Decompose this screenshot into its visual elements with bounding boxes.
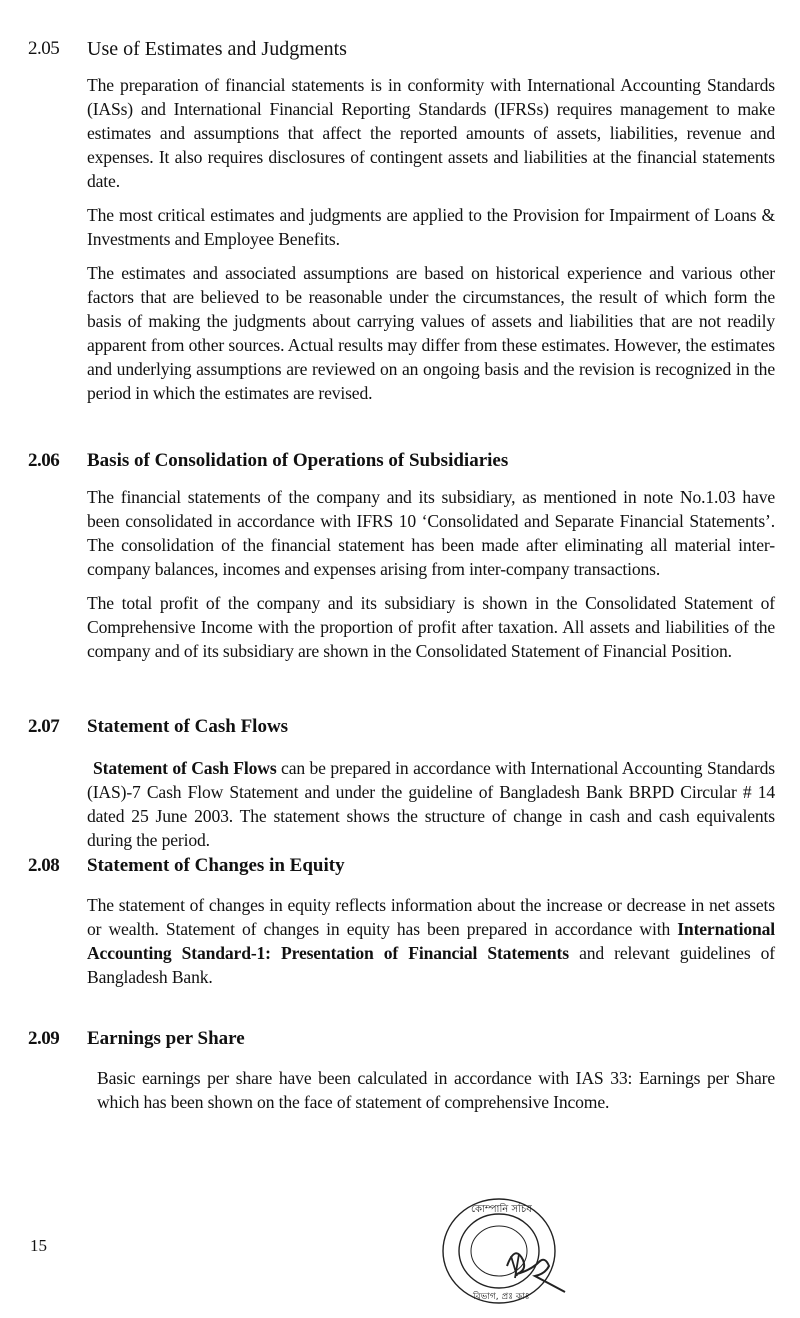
seal-inner-ring [471,1226,527,1276]
paragraph: The estimates and associated assumptions are based on historical experience and various other factors that are believed to be reasonable under the circumstances, the result of which form the basis of making the judgments about carrying values of assets and liabilities that are not readily apparent from other sources. Actual results may differ from these estimates. However, the estimates and underlying assumptions are reviewed on an ongoing basis and the revision is recognized in the period in which the estimates are revised. [87,263,775,403]
paragraph: The total profit of the company and its subsidiary is shown in the Consolidated Statement of Comprehensive Income with the proportion of profit after taxation. All assets and liabilities of the company and of its subsidiary are shown in the Consolidated Statement of Financial Position. [87,593,775,661]
section-number: 2.06 [28,450,60,471]
section-2-08 [0,855,800,989]
bold-lead: Statement of Cash Flows [93,758,277,778]
paragraph [0,756,775,852]
section-2-06 [0,450,800,663]
paragraph: The most critical estimates and judgments are applied to the Provision for Impairment of Loans & Investments and Employee Benefits. [87,205,775,249]
section-title: Earnings per Share [87,1028,245,1049]
section-2-05 [0,38,800,405]
paragraph: The financial statements of the company and its subsidiary, as mentioned in note No.1.03 have been consolidated in accordance with IFRS 10 ‘Consolidated and Separate Financial Statements’. The consolidation of the financial statement has been made after eliminating all material inter-company balances, incomes and expenses arising from inter-company transactions. [87,487,775,579]
section-heading [0,1028,800,1054]
paragraph-text: The statement of changes in equity reflects information about the increase or decrease in net assets or wealth. Statement of changes in equity has been prepared in accordance with [87,895,775,939]
section-heading [0,716,800,742]
section-heading [0,450,800,476]
section-heading [0,38,800,64]
paragraph: Basic earnings per share have been calculated in accordance with IAS 33: Earnings per Share which has been shown on the face of statement of comprehensive Income. [97,1068,775,1112]
page-number: 15 [30,1236,47,1255]
section-number: 2.07 [28,716,60,737]
section-2-09 [0,1028,800,1114]
section-2-07 [0,716,800,852]
official-seal-stamp [437,1196,582,1306]
paragraph [0,893,775,989]
seal-text-top: কোম্পানি সচিব [471,1204,532,1215]
paragraph-text: and relevant guidelines of Bangladesh Bank. [87,943,775,987]
paragraph-text: can be prepared in accordance with International Accounting Standards (IAS)-7 Cash Flow Statement and under the guideline of Bangladesh Bank BRPD Circular # 14 dated 25 June 2003. The statement shows the structure of change in cash and cash equivalents during the period. [87,758,775,850]
section-title: Statement of Changes in Equity [87,855,345,876]
bold-reference: International Accounting Standard-1: Presentation of Financial Statements [87,919,775,963]
section-title: Basis of Consolidation of Operations of Subsidiaries [87,450,509,471]
section-heading [0,855,800,881]
section-number: 2.08 [28,855,60,876]
seal-text-bottom: বিভাগ, প্রঃ কাঃ [473,1292,530,1302]
section-title: Use of Estimates and Judgments [87,38,347,60]
paragraph: The preparation of financial statements is in conformity with International Accounting Standards (IASs) and International Financial Reporting Standards (IFRSs) requires management to make estimates and assumptions that affect the reported amounts of assets, liabilities, revenue and expenses. It also requires disclosures of contingent assets and liabilities at the financial statements date. [87,75,775,191]
section-number: 2.05 [28,38,60,59]
section-number: 2.09 [28,1028,60,1049]
section-title: Statement of Cash Flows [87,716,289,737]
